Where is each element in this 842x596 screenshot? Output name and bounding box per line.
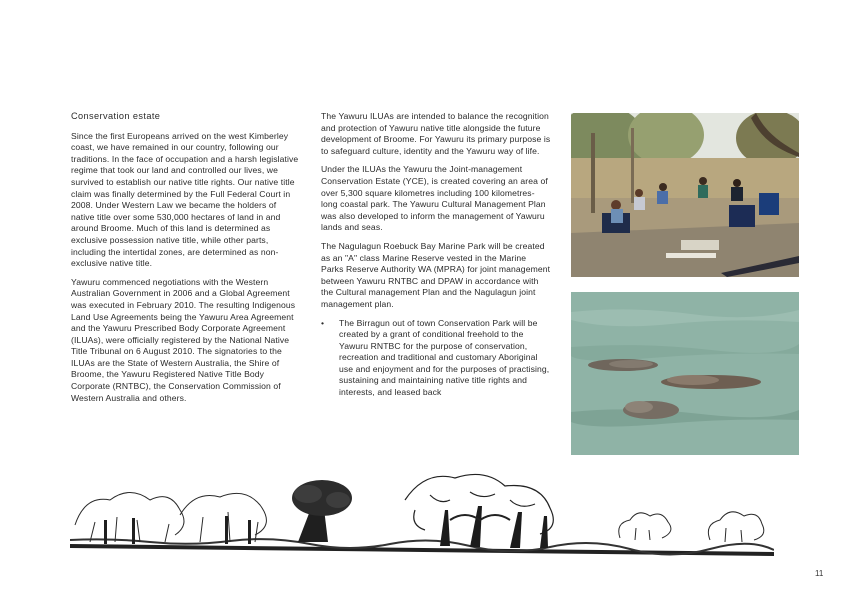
paragraph: The Nagulagun Roebuck Bay Marine Park will be created as an "A" class Marine Reserve vested in the Marine Parks Reserve Authority WA (MPRA) for joint management between Yawuru RNTBC and DPAW in accordance with the Cultural management Plan and the Nagulagun joint management plan. bbox=[321, 240, 551, 309]
left-text-column bbox=[71, 111, 299, 411]
middle-text-column bbox=[321, 111, 551, 399]
paragraph: Yawuru commenced negotiations with the Western Australian Government in 2006 and a Global Agreement was executed in February 2010. The resulting Indigenous Land Use Agreements being the Yawuru Area Agreement and the Yawuru Prescribed Body Corporate Agreement (ILUAs), were officially registered by the National Native Title Tribunal on 6 August 2010. The signatories to the ILUAs are the State of Western Australia, the Shire of Broome, the Yawuru Registered Native Title Body Corporate (RNTBC), the Conservation Commission of Western Australia and others. bbox=[71, 276, 296, 403]
group-meeting-photo bbox=[571, 113, 799, 277]
page-number: 11 bbox=[815, 569, 824, 578]
tree-sketch-illustration bbox=[70, 470, 774, 560]
bullet-item bbox=[321, 318, 551, 399]
paragraph: Since the first Europeans arrived on the west Kimberley coast, we have remained in our country, following our traditions. In the face of occupation and a harsh legislative regime that took our land and controlled our lives, we survived to establish our native title rights. Our native title claim was finally determined by the Full Federal Court in 2008. Under Western Law we became the holders of native title over some 530,000 hectares of land in and around Broome. Much of this land is determined as exclusive possession native title, while other parts, including the intertidal zones, are determined as non-exclusive native title. bbox=[71, 130, 299, 269]
section-heading: Conservation estate bbox=[71, 111, 161, 121]
paragraph: The Yawuru ILUAs are intended to balance the recognition and protection of Yawuru native title alongside the future development of Broome. For Yawuru its primary purpose is to safeguard culture, identity and the Yawuru way of life. bbox=[321, 111, 551, 156]
bullet-marker: • bbox=[321, 317, 325, 328]
paragraph: Under the ILUAs the Yawuru the Joint-management Conservation Estate (YCE), is created covering an area of over 5,300 square kilometres including 100 kilometres-long coastal park. The Yawuru Cultural Management Plan was also developed to inform the management of Yawuru lands and seas. bbox=[321, 164, 548, 233]
bullet-text: The Birragun out of town Conservation Park will be created by a grant of conditional freehold to the Yawuru RNTBC for the purpose of conservation, recreation and traditional and customary Aboriginal use and enjoyment and for the purposes of practising, sustaining and maintaining native title rights and interests, and leased back bbox=[339, 317, 550, 398]
dugong-photo bbox=[571, 292, 799, 455]
